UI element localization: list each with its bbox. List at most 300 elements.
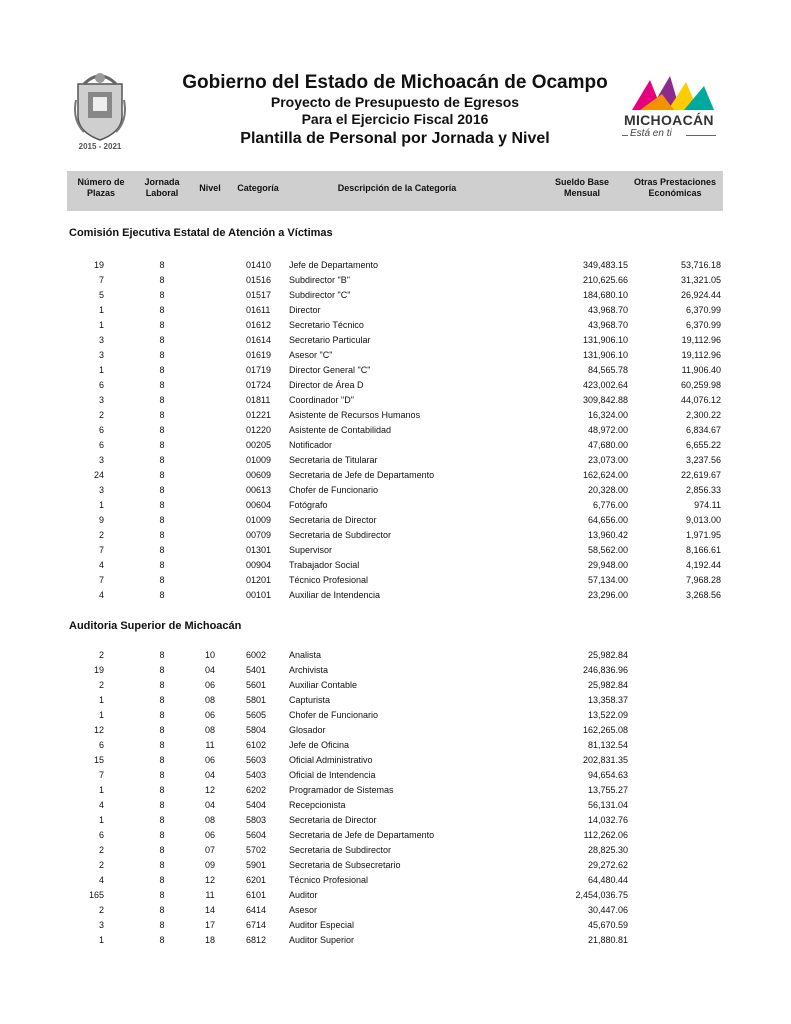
cell-jornada: 8 xyxy=(159,935,165,945)
cell-nivel: 07 xyxy=(204,845,215,855)
table-row xyxy=(0,348,791,363)
cell-sueldo: 184,680.10 xyxy=(582,290,628,300)
cell-categoria: 00904 xyxy=(246,560,272,570)
table-row xyxy=(0,873,791,888)
cell-jornada: 8 xyxy=(159,335,165,345)
table-row xyxy=(0,918,791,933)
table-row xyxy=(0,738,791,753)
table-row xyxy=(0,828,791,843)
cell-descripcion: Archivista xyxy=(289,665,329,675)
table-row xyxy=(0,333,791,348)
table-row xyxy=(0,363,791,378)
cell-categoria: 01724 xyxy=(246,380,272,390)
cell-jornada: 8 xyxy=(159,455,165,465)
table-row xyxy=(0,798,791,813)
cell-sueldo: 131,906.10 xyxy=(582,335,628,345)
cell-categoria: 5803 xyxy=(246,815,267,825)
cell-plazas: 6 xyxy=(98,380,104,390)
cell-descripcion: Subdirector "C" xyxy=(289,290,351,300)
table-row xyxy=(0,378,791,393)
cell-descripcion: Auxiliar de Intendencia xyxy=(289,590,381,600)
cell-descripcion: Coordinador "D" xyxy=(289,395,354,405)
cell-plazas: 19 xyxy=(93,665,104,675)
cell-descripcion: Jefe de Oficina xyxy=(289,740,350,750)
cell-descripcion: Asesor xyxy=(289,905,318,915)
cell-nivel: 09 xyxy=(204,860,215,870)
cell-sueldo: 131,906.10 xyxy=(582,350,628,360)
cell-sueldo: 43,968.70 xyxy=(587,320,628,330)
cell-plazas: 5 xyxy=(98,290,104,300)
table-row xyxy=(0,483,791,498)
cell-otras: 7,968.28 xyxy=(685,575,721,585)
cell-jornada: 8 xyxy=(159,680,165,690)
cell-categoria: 5804 xyxy=(246,725,267,735)
logo-mark-icon xyxy=(622,72,722,112)
cell-plazas: 6 xyxy=(98,740,104,750)
cell-nivel: 18 xyxy=(204,935,215,945)
cell-jornada: 8 xyxy=(159,470,165,480)
logo-wordmark: MICHOACÁN xyxy=(624,112,714,128)
cell-descripcion: Técnico Profesional xyxy=(289,575,369,585)
cell-descripcion: Asistente de Recursos Humanos xyxy=(289,410,421,420)
cell-sueldo: 43,968.70 xyxy=(587,305,628,315)
cell-descripcion: Asesor "C" xyxy=(289,350,333,360)
cell-sueldo: 23,296.00 xyxy=(587,590,628,600)
cell-jornada: 8 xyxy=(159,725,165,735)
cell-descripcion: Secretaria de Director xyxy=(289,515,377,525)
document-header xyxy=(150,72,640,150)
cell-descripcion: Chofer de Funcionario xyxy=(289,710,379,720)
cell-nivel: 08 xyxy=(204,695,215,705)
cell-categoria: 01301 xyxy=(246,545,272,555)
cell-descripcion: Secretaria de Jefe de Departamento xyxy=(289,830,435,840)
cell-descripcion: Auxiliar Contable xyxy=(289,680,358,690)
cell-descripcion: Notificador xyxy=(289,440,333,450)
table-row xyxy=(0,438,791,453)
document-title: Gobierno del Estado de Michoacán de Ocampo xyxy=(182,72,608,93)
cell-otras: 11,906.40 xyxy=(681,365,721,375)
coat-of-arms-icon xyxy=(70,70,130,142)
cell-otras: 2,300.22 xyxy=(685,410,721,420)
cell-nivel: 04 xyxy=(204,770,215,780)
cell-sueldo: 246,836.96 xyxy=(582,665,628,675)
cell-nivel: 08 xyxy=(204,725,215,735)
cell-jornada: 8 xyxy=(159,485,165,495)
cell-jornada: 8 xyxy=(159,590,165,600)
cell-jornada: 8 xyxy=(159,320,165,330)
cell-nivel: 06 xyxy=(204,755,215,765)
document-subtitle: Proyecto de Presupuesto de Egresos xyxy=(270,94,520,110)
table-row xyxy=(0,933,791,948)
cell-plazas: 3 xyxy=(98,920,104,930)
cell-plazas: 4 xyxy=(98,800,104,810)
cell-sueldo: 13,755.27 xyxy=(587,785,628,795)
cell-categoria: 01220 xyxy=(246,425,272,435)
cell-jornada: 8 xyxy=(159,830,165,840)
cell-descripcion: Auditor xyxy=(289,890,318,900)
cell-sueldo: 162,265.08 xyxy=(582,725,628,735)
cell-descripcion: Director xyxy=(289,305,321,315)
cell-otras: 31,321.05 xyxy=(680,275,721,285)
cell-categoria: 5702 xyxy=(246,845,267,855)
cell-nivel: 12 xyxy=(204,875,215,885)
cell-descripcion: Director de Área D xyxy=(289,380,364,390)
cell-otras: 19,112.96 xyxy=(681,350,721,360)
cell-jornada: 8 xyxy=(159,785,165,795)
cell-otras: 53,716.18 xyxy=(680,260,721,270)
cell-jornada: 8 xyxy=(159,410,165,420)
table-row xyxy=(0,528,791,543)
cell-descripcion: Chofer de Funcionario xyxy=(289,485,379,495)
cell-jornada: 8 xyxy=(159,425,165,435)
cell-nivel: 17 xyxy=(204,920,215,930)
cell-plazas: 1 xyxy=(98,710,104,720)
table-row xyxy=(0,393,791,408)
cell-categoria: 6202 xyxy=(246,785,267,795)
cell-plazas: 2 xyxy=(98,905,104,915)
cell-descripcion: Director General "C" xyxy=(289,365,371,375)
cell-plazas: 6 xyxy=(98,425,104,435)
cell-jornada: 8 xyxy=(159,665,165,675)
cell-sueldo: 20,328.00 xyxy=(587,485,628,495)
table-row xyxy=(0,303,791,318)
cell-jornada: 8 xyxy=(159,560,165,570)
cell-categoria: 6102 xyxy=(246,740,267,750)
cell-descripcion: Secretaria de Subdirector xyxy=(289,530,392,540)
cell-nivel: 11 xyxy=(205,740,215,750)
cell-categoria: 00609 xyxy=(246,470,272,480)
cell-plazas: 3 xyxy=(98,455,104,465)
cell-jornada: 8 xyxy=(159,305,165,315)
cell-jornada: 8 xyxy=(159,845,165,855)
cell-plazas: 2 xyxy=(98,410,104,420)
cell-plazas: 2 xyxy=(98,680,104,690)
cell-sueldo: 349,483.15 xyxy=(582,260,628,270)
cell-categoria: 6002 xyxy=(246,650,267,660)
cell-descripcion: Fotógrafo xyxy=(289,500,328,510)
cell-categoria: 6414 xyxy=(246,905,267,915)
seal-years: 2015 - 2021 xyxy=(78,142,122,151)
cell-sueldo: 25,982.84 xyxy=(587,680,628,690)
cell-sueldo: 29,272.62 xyxy=(587,860,628,870)
cell-jornada: 8 xyxy=(159,740,165,750)
cell-plazas: 7 xyxy=(98,770,104,780)
cell-categoria: 01612 xyxy=(246,320,272,330)
cell-plazas: 2 xyxy=(98,845,104,855)
table-row xyxy=(0,708,791,723)
table-row xyxy=(0,663,791,678)
table-row xyxy=(0,678,791,693)
cell-otras: 6,370.99 xyxy=(685,320,721,330)
table-row xyxy=(0,408,791,423)
cell-plazas: 19 xyxy=(93,260,104,270)
cell-descripcion: Técnico Profesional xyxy=(289,875,369,885)
cell-plazas: 1 xyxy=(98,785,104,795)
cell-sueldo: 30,447.06 xyxy=(587,905,628,915)
table-row xyxy=(0,498,791,513)
table-row xyxy=(0,693,791,708)
cell-sueldo: 25,982.84 xyxy=(587,650,628,660)
cell-plazas: 1 xyxy=(98,500,104,510)
cell-sueldo: 202,831.35 xyxy=(582,755,628,765)
cell-sueldo: 309,842.88 xyxy=(582,395,628,405)
cell-otras: 6,655.22 xyxy=(685,440,721,450)
cell-descripcion: Secretaria de Jefe de Departamento xyxy=(289,470,435,480)
table-row xyxy=(0,858,791,873)
col-plazas: Número de Plazas xyxy=(77,177,125,198)
cell-jornada: 8 xyxy=(159,860,165,870)
cell-categoria: 01201 xyxy=(246,575,272,585)
cell-descripcion: Jefe de Departamento xyxy=(289,260,379,270)
cell-sueldo: 29,948.00 xyxy=(587,560,628,570)
cell-categoria: 5403 xyxy=(246,770,267,780)
cell-jornada: 8 xyxy=(159,350,165,360)
cell-jornada: 8 xyxy=(159,770,165,780)
cell-otras: 6,834.67 xyxy=(685,425,721,435)
cell-descripcion: Capturista xyxy=(289,695,331,705)
cell-categoria: 6101 xyxy=(246,890,267,900)
cell-plazas: 9 xyxy=(98,515,104,525)
cell-plazas: 1 xyxy=(98,320,104,330)
cell-jornada: 8 xyxy=(159,695,165,705)
table-row xyxy=(0,423,791,438)
cell-categoria: 01517 xyxy=(246,290,272,300)
cell-plazas: 165 xyxy=(88,890,104,900)
cell-descripcion: Trabajador Social xyxy=(289,560,360,570)
cell-categoria: 5901 xyxy=(246,860,267,870)
cell-descripcion: Oficial Administrativo xyxy=(289,755,373,765)
cell-descripcion: Programador de Sistemas xyxy=(289,785,394,795)
cell-otras: 974.11 xyxy=(694,500,721,510)
cell-nivel: 12 xyxy=(204,785,215,795)
cell-categoria: 5604 xyxy=(246,830,267,840)
cell-plazas: 6 xyxy=(98,440,104,450)
cell-categoria: 01611 xyxy=(246,305,271,315)
cell-sueldo: 64,480.44 xyxy=(587,875,628,885)
cell-otras: 4,192.44 xyxy=(685,560,721,570)
cell-sueldo: 210,625.66 xyxy=(582,275,628,285)
table-row xyxy=(0,468,791,483)
cell-nivel: 11 xyxy=(205,890,215,900)
cell-descripcion: Secretario Técnico xyxy=(289,320,364,330)
cell-sueldo: 23,073.00 xyxy=(587,455,628,465)
table-row xyxy=(0,558,791,573)
michoacan-logo xyxy=(622,72,722,142)
cell-nivel: 04 xyxy=(204,800,215,810)
column-header xyxy=(67,171,723,211)
cell-sueldo: 28,825.30 xyxy=(587,845,628,855)
cell-jornada: 8 xyxy=(159,920,165,930)
cell-categoria: 5603 xyxy=(246,755,267,765)
cell-categoria: 01410 xyxy=(246,260,272,270)
cell-descripcion: Secretaria de Titularar xyxy=(289,455,378,465)
cell-categoria: 01221 xyxy=(246,410,272,420)
table-row xyxy=(0,258,791,273)
cell-descripcion: Analista xyxy=(289,650,322,660)
cell-categoria: 00709 xyxy=(246,530,272,540)
cell-plazas: 2 xyxy=(98,650,104,660)
cell-sueldo: 64,656.00 xyxy=(587,515,628,525)
cell-sueldo: 6,776.00 xyxy=(592,500,628,510)
report-title: Plantilla de Personal por Jornada y Nivel xyxy=(240,130,550,147)
table-row xyxy=(0,513,791,528)
cell-categoria: 00101 xyxy=(246,590,272,600)
section-title: Auditoria Superior de Michoacán xyxy=(69,620,242,632)
table-row xyxy=(0,753,791,768)
cell-categoria: 01009 xyxy=(246,455,272,465)
cell-sueldo: 423,002.64 xyxy=(582,380,628,390)
cell-categoria: 01614 xyxy=(246,335,272,345)
table-row xyxy=(0,888,791,903)
cell-sueldo: 162,624.00 xyxy=(582,470,628,480)
table-row xyxy=(0,648,791,663)
cell-nivel: 06 xyxy=(204,680,215,690)
cell-jornada: 8 xyxy=(159,755,165,765)
cell-sueldo: 16,324.00 xyxy=(587,410,628,420)
cell-jornada: 8 xyxy=(159,800,165,810)
cell-otras: 1,971.95 xyxy=(685,530,721,540)
table-row xyxy=(0,273,791,288)
cell-sueldo: 58,562.00 xyxy=(587,545,628,555)
cell-jornada: 8 xyxy=(159,875,165,885)
logo-rule-right xyxy=(686,135,716,136)
cell-jornada: 8 xyxy=(159,440,165,450)
cell-plazas: 3 xyxy=(98,350,104,360)
cell-categoria: 6812 xyxy=(246,935,267,945)
cell-otras: 26,924.44 xyxy=(680,290,721,300)
cell-sueldo: 112,262.06 xyxy=(583,830,628,840)
cell-descripcion: Secretaria de Subdirector xyxy=(289,845,392,855)
cell-nivel: 14 xyxy=(204,905,215,915)
cell-sueldo: 13,960.42 xyxy=(587,530,628,540)
table-row xyxy=(0,453,791,468)
cell-descripcion: Secretaria de Subsecretario xyxy=(289,860,401,870)
cell-jornada: 8 xyxy=(159,650,165,660)
cell-categoria: 5401 xyxy=(246,665,267,675)
cell-sueldo: 14,032.76 xyxy=(587,815,628,825)
cell-descripcion: Glosador xyxy=(289,725,326,735)
table-row xyxy=(0,783,791,798)
cell-plazas: 3 xyxy=(98,395,104,405)
cell-sueldo: 21,880.81 xyxy=(587,935,628,945)
cell-descripcion: Subdirector "B" xyxy=(289,275,350,285)
cell-otras: 6,370.99 xyxy=(685,305,721,315)
cell-categoria: 00205 xyxy=(246,440,272,450)
cell-sueldo: 13,522.09 xyxy=(587,710,628,720)
cell-descripcion: Asistente de Contabilidad xyxy=(289,425,392,435)
cell-categoria: 5404 xyxy=(246,800,267,810)
cell-sueldo: 81,132.54 xyxy=(587,740,628,750)
cell-plazas: 3 xyxy=(98,485,104,495)
cell-plazas: 7 xyxy=(98,545,104,555)
table-row xyxy=(0,288,791,303)
cell-categoria: 6201 xyxy=(246,875,267,885)
cell-jornada: 8 xyxy=(159,710,165,720)
cell-otras: 19,112.96 xyxy=(681,335,721,345)
cell-plazas: 1 xyxy=(98,695,104,705)
cell-otras: 8,166.61 xyxy=(685,545,721,555)
cell-nivel: 04 xyxy=(204,665,215,675)
table-row xyxy=(0,723,791,738)
cell-sueldo: 45,670.59 xyxy=(587,920,628,930)
cell-plazas: 15 xyxy=(93,755,104,765)
cell-plazas: 3 xyxy=(98,335,104,345)
cell-jornada: 8 xyxy=(159,395,165,405)
cell-sueldo: 94,654.63 xyxy=(587,770,628,780)
cell-jornada: 8 xyxy=(159,905,165,915)
cell-jornada: 8 xyxy=(159,275,165,285)
table-row xyxy=(0,903,791,918)
cell-jornada: 8 xyxy=(159,890,165,900)
cell-otras: 3,268.56 xyxy=(685,590,721,600)
cell-nivel: 08 xyxy=(204,815,215,825)
cell-sueldo: 48,972.00 xyxy=(587,425,628,435)
cell-nivel: 10 xyxy=(204,650,215,660)
cell-descripcion: Oficial de Intendencia xyxy=(289,770,376,780)
cell-categoria: 01619 xyxy=(246,350,272,360)
cell-categoria: 00613 xyxy=(246,485,272,495)
cell-otras: 2,856.33 xyxy=(685,485,721,495)
cell-plazas: 4 xyxy=(98,590,104,600)
cell-otras: 60,259.98 xyxy=(680,380,721,390)
cell-categoria: 01009 xyxy=(246,515,272,525)
cell-jornada: 8 xyxy=(159,500,165,510)
cell-plazas: 2 xyxy=(98,860,104,870)
table-row xyxy=(0,768,791,783)
cell-plazas: 1 xyxy=(98,935,104,945)
col-nivel: Nivel xyxy=(199,183,221,193)
col-jornada: Jornada Laboral xyxy=(144,177,180,198)
cell-categoria: 01811 xyxy=(246,395,271,405)
cell-plazas: 2 xyxy=(98,530,104,540)
cell-otras: 44,076.12 xyxy=(680,395,721,405)
cell-jornada: 8 xyxy=(159,260,165,270)
col-descripcion: Descripción de la Categoría xyxy=(337,183,457,193)
cell-plazas: 12 xyxy=(93,725,104,735)
cell-jornada: 8 xyxy=(159,530,165,540)
logo-rule-left xyxy=(622,135,628,136)
cell-plazas: 1 xyxy=(98,305,104,315)
cell-categoria: 01516 xyxy=(246,275,272,285)
table-row xyxy=(0,588,791,603)
cell-plazas: 1 xyxy=(98,365,104,375)
cell-plazas: 7 xyxy=(98,575,104,585)
cell-sueldo: 2,454,036.75 xyxy=(575,890,628,900)
cell-descripcion: Secretaria de Director xyxy=(289,815,377,825)
state-seal xyxy=(70,70,130,154)
cell-plazas: 7 xyxy=(98,275,104,285)
cell-plazas: 6 xyxy=(98,830,104,840)
fiscal-year: Para el Ejercicio Fiscal 2016 xyxy=(301,111,489,127)
cell-otras: 9,013.00 xyxy=(685,515,721,525)
table-row xyxy=(0,813,791,828)
cell-sueldo: 47,680.00 xyxy=(587,440,628,450)
cell-jornada: 8 xyxy=(159,515,165,525)
cell-descripcion: Secretario Particular xyxy=(289,335,371,345)
cell-nivel: 06 xyxy=(204,830,215,840)
cell-sueldo: 56,131.04 xyxy=(587,800,628,810)
col-otras: Otras Prestaciones Económicas xyxy=(633,177,717,198)
cell-jornada: 8 xyxy=(159,575,165,585)
cell-categoria: 5601 xyxy=(246,680,267,690)
cell-categoria: 00604 xyxy=(246,500,272,510)
table-row xyxy=(0,843,791,858)
cell-plazas: 1 xyxy=(98,815,104,825)
logo-tagline: Está en ti xyxy=(630,128,672,139)
section-title: Comisión Ejecutiva Estatal de Atención a Víctimas xyxy=(69,227,333,239)
cell-categoria: 6714 xyxy=(246,920,267,930)
cell-categoria: 5605 xyxy=(246,710,267,720)
